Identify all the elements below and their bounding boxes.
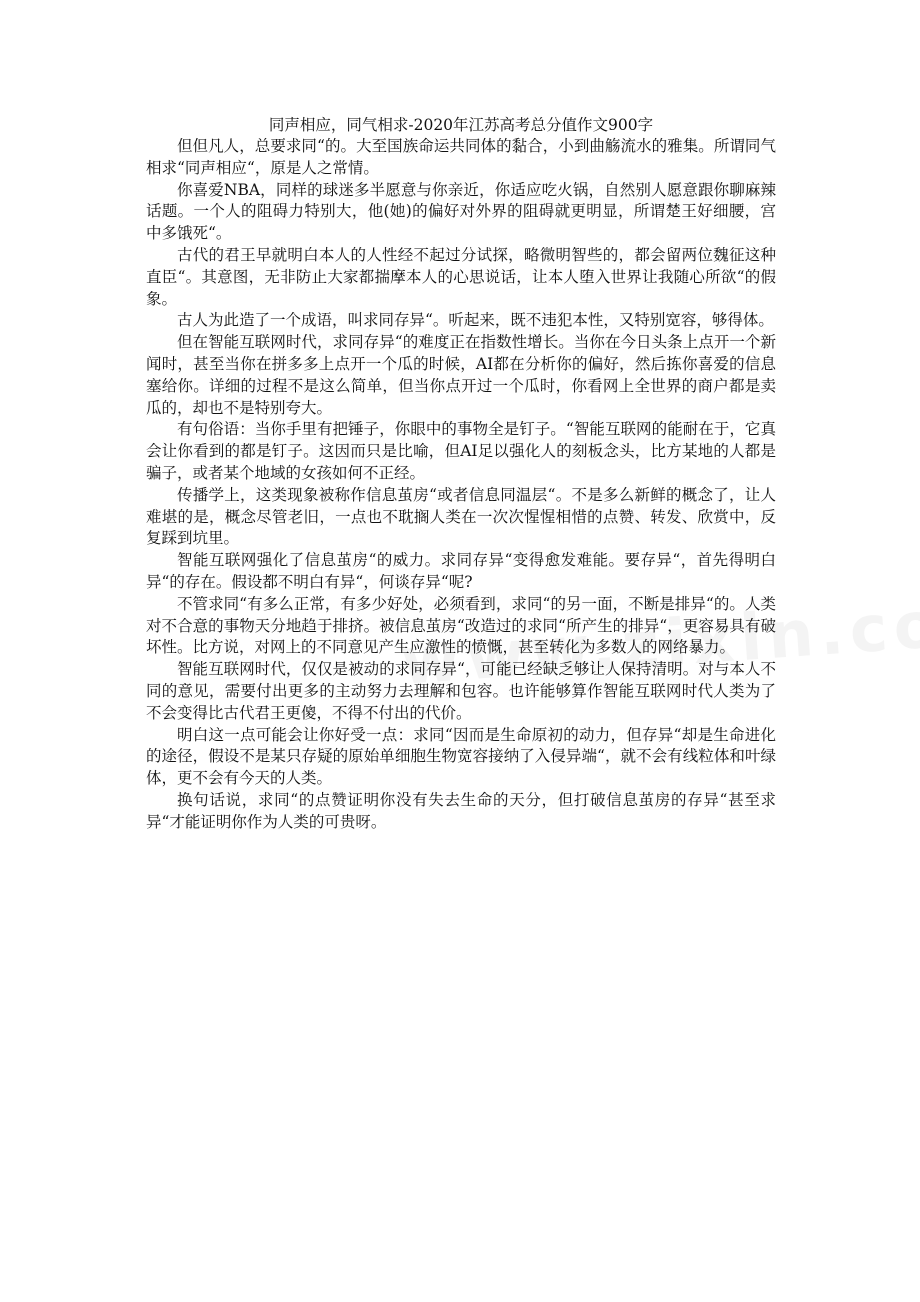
paragraph: 但但凡人，总要求同“的。大至国族命运共同体的黏合，小到曲觞流水的雅集。所谓同气相求“同声相应“，原是人之常情。 [146, 137, 776, 177]
paragraph: 但在智能互联网时代，求同存异“的难度正在指数性增长。当你在今日头条上点开一个新闻时，甚至当你在拼多多上点开一个瓜的时候，AI都在分析你的偏好，然后拣你喜爱的信息塞给你。详细的过程不是这么简单，但当你点开过一个瓜时，你看网上全世界的商户都是卖瓜的，却也不是特别夸大。 [146, 333, 776, 417]
paragraph: 传播学上，这类现象被称作信息茧房“或者信息同温层“。不是多么新鲜的概念了，让人难堪的是，概念尽管老旧，一点也不耽搁人类在一次次惺惺相惜的点赞、转发、欣赏中，反复踩到坑里。 [146, 485, 776, 548]
paragraph: 古代的君王早就明白本人的人性经不起过分试探，略微明智些的，都会留两位魏征这种直臣“。其意图，无非防止大家都揣摩本人的心思说话，让本人堕入世界让我随心所欲“的假象。 [146, 245, 776, 308]
document-title: 同声相应，同气相求-2020年江苏高考总分值作文900字 [268, 116, 654, 134]
paragraph: 古人为此造了一个成语，叫求同存异“。听起来，既不违犯本性，又特别宽容，够得体。 [177, 311, 774, 330]
paragraph: 明白这一点可能会让你好受一点：求同“因而是生命原初的动力，但存异“却是生命进化的途径，假设不是某只存疑的原始单细胞生物宽容接纳了入侵异端“，就不会有线粒体和叶绿体，更不会有今天的人类。 [146, 725, 776, 788]
paragraph: 智能互联网强化了信息茧房“的威力。求同存异“变得愈发难能。要存异“，首先得明白异“的存在。假设都不明白有异“，何谈存异“呢? [146, 551, 776, 591]
document-body [146, 114, 776, 834]
paragraph: 有句俗语：当你手里有把锤子，你眼中的事物全是钉子。“智能互联网的能耐在于，它真会让你看到的都是钉子。这因而只是比喻，但AI足以强化人的刻板念头，比方某地的人都是骗子，或者某个地域的女孩如何不正经。 [146, 420, 776, 482]
paragraph: 你喜爱NBA，同样的球迷多半愿意与你亲近，你适应吃火锅，自然别人愿意跟你聊麻辣话题。一个人的阻碍力特别大，他(她)的偏好对外界的阻碍就更明显，所谓楚王好细腰，宫中多饿死“。 [146, 180, 776, 243]
paragraph: 智能互联网时代，仅仅是被动的求同存异“，可能已经缺乏够让人保持清明。对与本人不同的意见，需要付出更多的主动努力去理解和包容。也许能够算作智能互联网时代人类为了不会变得比古代君王更傻，不得不付出的代价。 [146, 660, 776, 722]
paragraph: 不管求同“有多么正常，有多少好处，必须看到，求同“的另一面，不断是排异“的。人类对不合意的事物天分地趋于排挤。被信息茧房“改造过的求同“所产生的排异“，更容易具有破坏性。比方说，对网上的不同意见产生应激性的愤慨，甚至转化为多数人的网络暴力。 [146, 594, 776, 657]
paragraph: 换句话说，求同“的点赞证明你没有失去生命的天分，但打破信息茧房的存异“甚至求异“才能证明你作为人类的可贵呀。 [146, 790, 776, 831]
